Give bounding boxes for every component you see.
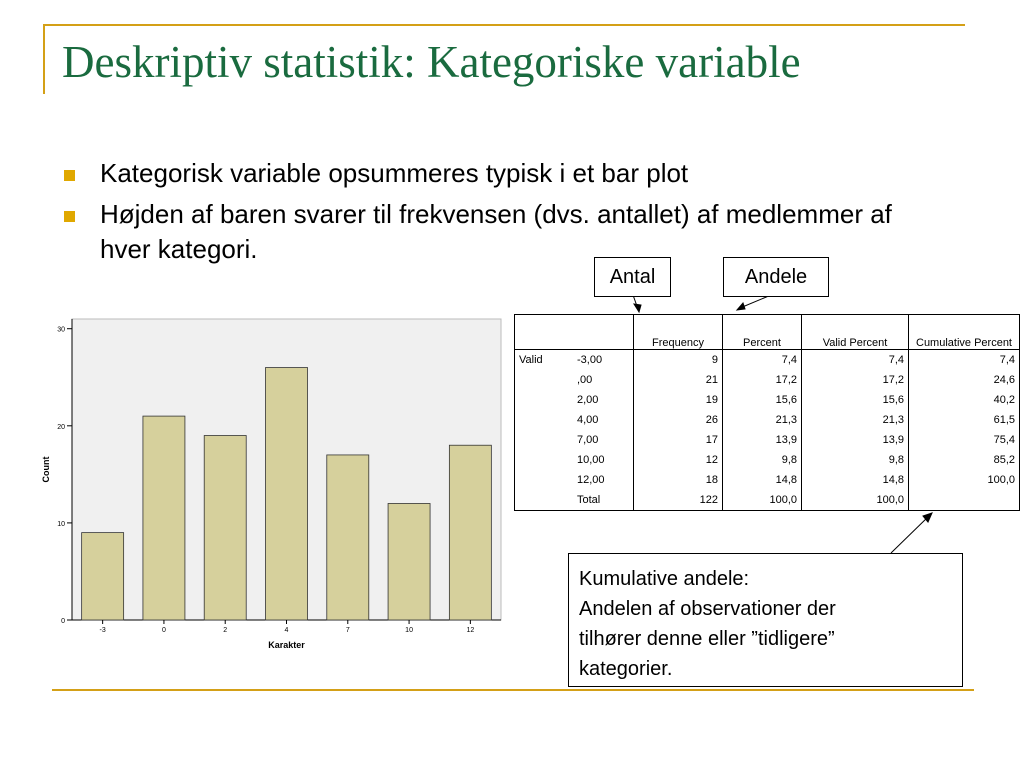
table-cell: 26 bbox=[634, 410, 723, 430]
y-tick-label: 20 bbox=[57, 423, 65, 431]
table-cell: 24,6 bbox=[909, 370, 1020, 390]
callout-andele: Andele bbox=[723, 257, 829, 297]
kumulative-line: kategorier. bbox=[579, 658, 673, 680]
table-cell: Valid bbox=[515, 350, 574, 371]
frequency-table bbox=[514, 314, 1020, 511]
table-row bbox=[515, 470, 1020, 490]
table-cell: Total bbox=[573, 490, 634, 511]
y-tick-label: 10 bbox=[57, 520, 65, 528]
slide-title: Deskriptiv statistik: Kategoriske variable bbox=[62, 37, 801, 87]
table-cell: 17 bbox=[634, 430, 723, 450]
table-cell: 14,8 bbox=[802, 470, 909, 490]
table-cell: 7,4 bbox=[802, 350, 909, 371]
x-tick-label: 4 bbox=[284, 627, 289, 634]
table-cell: 7,4 bbox=[909, 350, 1020, 371]
table-cell: 61,5 bbox=[909, 410, 1020, 430]
table-cell: 17,2 bbox=[802, 370, 909, 390]
table-cell: 40,2 bbox=[909, 390, 1020, 410]
antal-arrow-head bbox=[634, 304, 641, 312]
x-tick-label: 0 bbox=[161, 627, 166, 634]
table-row bbox=[515, 410, 1020, 430]
y-tick-label: 30 bbox=[57, 326, 65, 334]
table-cell: 10,00 bbox=[577, 454, 605, 466]
table-cell: -3,00 bbox=[577, 354, 603, 366]
table-cell bbox=[909, 490, 1020, 511]
kumulative-line: Andelen af observationer der bbox=[579, 598, 836, 620]
table-cell: 17,2 bbox=[723, 370, 802, 390]
table-row bbox=[515, 490, 1020, 511]
table-row bbox=[515, 450, 1020, 470]
table-cell: 18 bbox=[634, 470, 723, 490]
table-cell: 75,4 bbox=[909, 430, 1020, 450]
table-cell: 14,8 bbox=[723, 470, 802, 490]
x-tick-label: 2 bbox=[223, 627, 228, 634]
table-cell: 100,0 bbox=[723, 490, 802, 511]
table-row bbox=[515, 370, 1020, 390]
table-cell bbox=[515, 370, 574, 390]
y-axis-label: Count bbox=[41, 456, 51, 483]
table-cell: 85,2 bbox=[909, 450, 1020, 470]
table-header-cell bbox=[515, 315, 574, 350]
callout-antal: Antal bbox=[594, 257, 671, 297]
kumulative-line: tilhører denne eller ”tidligere” bbox=[579, 628, 835, 650]
x-tick-label: -3 bbox=[99, 627, 106, 634]
table-row bbox=[515, 390, 1020, 410]
table-row bbox=[515, 350, 1020, 371]
table-cell: ,00 bbox=[577, 374, 593, 386]
table-cell bbox=[515, 450, 574, 470]
table-header-row bbox=[515, 315, 1020, 350]
table-cell bbox=[515, 490, 574, 511]
table-cell: 9 bbox=[634, 350, 723, 371]
table-cell: 21 bbox=[634, 370, 723, 390]
table-cell: 12,00 bbox=[577, 474, 605, 486]
table-cell bbox=[515, 410, 574, 430]
table-cell: 21,3 bbox=[802, 410, 909, 430]
table-cell: 13,9 bbox=[723, 430, 802, 450]
table-cell: 4,00 bbox=[577, 414, 599, 426]
table-cell: 15,6 bbox=[802, 390, 909, 410]
table-cell bbox=[515, 470, 574, 490]
table-cell bbox=[515, 430, 574, 450]
kumulative-arrow bbox=[891, 515, 930, 553]
kumulative-line: Kumulative andele: bbox=[579, 568, 750, 590]
y-tick-label: 0 bbox=[61, 618, 65, 625]
table-cell: 7,00 bbox=[577, 434, 599, 446]
x-axis-label: Karakter bbox=[268, 640, 305, 650]
x-tick-label: 7 bbox=[345, 627, 350, 634]
andele-arrow-head bbox=[737, 303, 745, 310]
table-row bbox=[515, 430, 1020, 450]
table-cell: 9,8 bbox=[802, 450, 909, 470]
table-cell: 100,0 bbox=[909, 470, 1020, 490]
table-header-cell: Percent bbox=[723, 315, 802, 350]
table-cell bbox=[515, 390, 574, 410]
bullet-text: Kategorisk variable opsummeres typisk i et bar plot bbox=[100, 158, 689, 188]
x-tick-label: 12 bbox=[466, 627, 475, 634]
table-cell: 2,00 bbox=[577, 394, 599, 406]
table-header-cell: Valid Percent bbox=[802, 315, 909, 350]
table-cell: 15,6 bbox=[723, 390, 802, 410]
table-cell: 100,0 bbox=[802, 490, 909, 511]
table-cell: 13,9 bbox=[802, 430, 909, 450]
table-cell: 9,8 bbox=[723, 450, 802, 470]
table-cell: 12 bbox=[634, 450, 723, 470]
table-header-cell bbox=[573, 315, 634, 350]
table-header-cell: Cumulative Percent bbox=[909, 315, 1020, 350]
x-tick-label: 10 bbox=[405, 627, 413, 634]
callout-kumulative bbox=[568, 553, 963, 687]
table-cell: 21,3 bbox=[723, 410, 802, 430]
table-cell: 19 bbox=[634, 390, 723, 410]
table-cell: 7,4 bbox=[723, 350, 802, 371]
table-cell: 122 bbox=[634, 490, 723, 511]
table-header-cell: Frequency bbox=[634, 315, 723, 350]
bullet-text: Højden af baren svarer til frekvensen (dvs. antallet) af medlemmer af hver kategori. bbox=[100, 199, 892, 264]
